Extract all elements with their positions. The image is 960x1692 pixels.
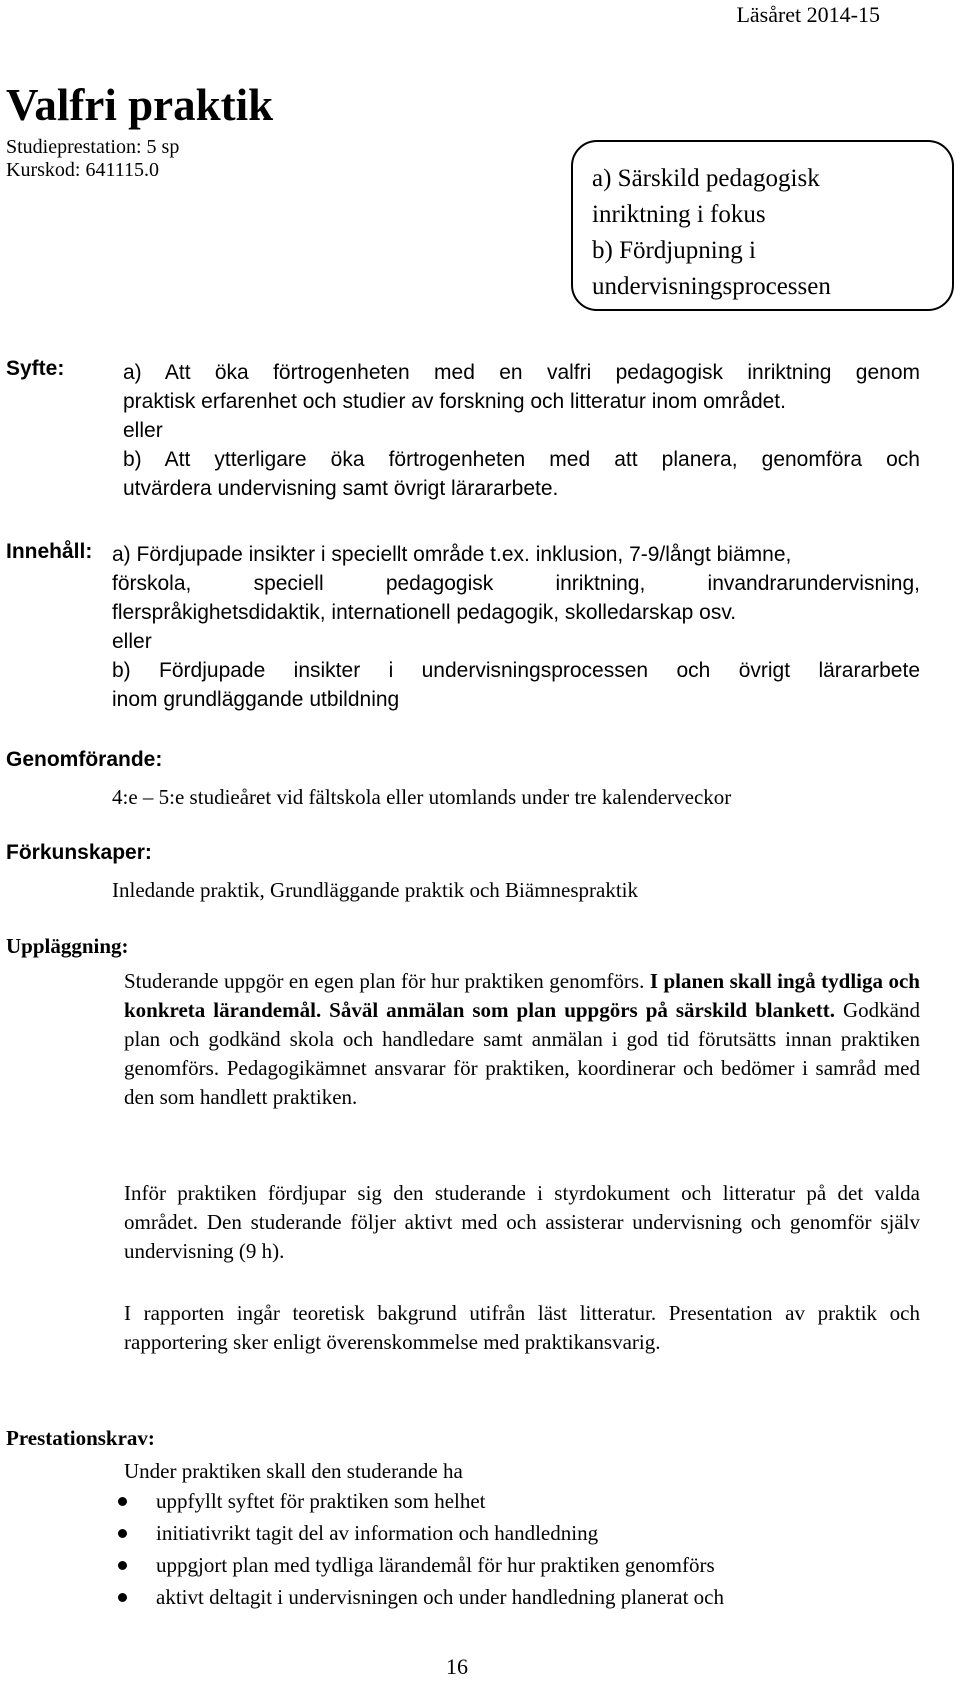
innehall-a-line: flerspråkighetsdidaktik, internationell pedagogik, skolledarskap osv. — [112, 601, 737, 624]
page-number: 16 — [446, 1654, 468, 1679]
upplaggning-p1-bold: I planen skall ingå tydliga och konkreta lärandemål. Såväl anmälan som plan uppgörs på särskild blankett. — [124, 969, 920, 1022]
list-item — [118, 1549, 918, 1581]
list-item-text: aktivt deltagit i undervisningen och under handledning planerat och — [156, 1585, 725, 1609]
bullet-icon — [118, 1497, 127, 1506]
upplaggning-p1 — [124, 967, 920, 1112]
focus-line: b) Fördjupning i — [592, 237, 756, 264]
syfte-or: eller — [123, 419, 163, 442]
list-item-text: uppgjort plan med tydliga lärandemål för hur praktiken genomförs — [156, 1553, 715, 1577]
innehall-or: eller — [112, 630, 152, 653]
syfte-a-line: a) Att öka förtrogenheten med en valfri pedagogisk inriktning genom — [123, 361, 920, 384]
upplaggning-p3: I rapporten ingår teoretisk bakgrund utifrån läst litteratur. Presentation av praktik och rapportering sker enligt överenskommelse med praktikansvarig. — [124, 1301, 920, 1354]
innehall-b-line: inom grundläggande utbildning — [112, 688, 400, 711]
list-item — [118, 1517, 918, 1549]
genomforande-label: Genomförande: — [6, 748, 163, 771]
prestationskrav-label: Prestationskrav: — [6, 1426, 155, 1450]
upplaggning-label: Uppläggning: — [6, 934, 129, 958]
innehall-a-line: a) Fördjupade insikter i speciellt område t.ex. inklusion, 7-9/långt biämne, — [112, 543, 792, 566]
syfte-text — [123, 358, 920, 503]
course-title: Valfri praktik — [6, 80, 274, 130]
list-item-text: uppfyllt syftet för praktiken som helhet — [156, 1489, 486, 1513]
genomforande-text: 4:e – 5:e studieåret vid fältskola eller utomlands under tre kalenderveckor — [112, 785, 732, 809]
bullet-icon — [118, 1529, 127, 1538]
bullet-icon — [118, 1561, 127, 1570]
syfte-a-line: praktisk erfarenhet och studier av forskning och litteratur inom området. — [123, 390, 786, 413]
innehall-label: Innehåll: — [6, 540, 93, 563]
list-item-text: initiativrikt tagit del av information och handledning — [156, 1521, 599, 1545]
upplaggning-p2: Inför praktiken fördjupar sig den studerande i styrdokument och litteratur på det valda området. Den studerande följer aktivt med och assisterar undervisning och genomför själv undervisning (9 h). — [124, 1181, 920, 1263]
syfte-b-line: utvärdera undervisning samt övrigt lärararbete. — [123, 477, 559, 500]
forkunskaper-label: Förkunskaper: — [6, 841, 152, 864]
innehall-text — [112, 540, 920, 714]
innehall-b-line: b) Fördjupade insikter i undervisningsprocessen och övrigt lärararbete — [112, 659, 920, 682]
focus-line: inriktning i fokus — [592, 201, 766, 228]
header-year: Läsåret 2014-15 — [736, 2, 880, 27]
prestationskrav-list — [118, 1485, 918, 1613]
list-item — [118, 1581, 918, 1613]
focus-line: a) Särskild pedagogisk — [592, 165, 820, 192]
prestationskrav-intro: Under praktiken skall den studerande ha — [124, 1459, 463, 1483]
focus-box — [571, 140, 954, 311]
list-item — [118, 1485, 918, 1517]
focus-line: undervisningsprocessen — [592, 273, 831, 300]
upplaggning-p1-intro: Studerande uppgör en egen plan för hur praktiken genomförs. — [124, 969, 650, 993]
syfte-b-line: b) Att ytterligare öka förtrogenheten med att planera, genomföra och — [123, 448, 920, 471]
forkunskaper-text: Inledande praktik, Grundläggande praktik och Biämnespraktik — [112, 878, 639, 902]
innehall-a-line: förskola, speciell pedagogisk inriktning, invandrarundervisning, — [112, 572, 920, 595]
course-credits: Studieprestation: 5 sp — [6, 136, 180, 158]
upplaggning-p1-rest: Godkänd plan och godkänd skola och handledare samt anmälan i god tid förutsätts innan praktiken genomförs. Pedagogikämnet ansvarar för praktiken, koordinerar och bedömer i samråd med den som handlett praktiken. — [124, 998, 920, 1109]
bullet-icon — [118, 1593, 127, 1602]
syfte-label: Syfte: — [6, 357, 65, 380]
course-code: Kurskod: 641115.0 — [6, 159, 159, 181]
